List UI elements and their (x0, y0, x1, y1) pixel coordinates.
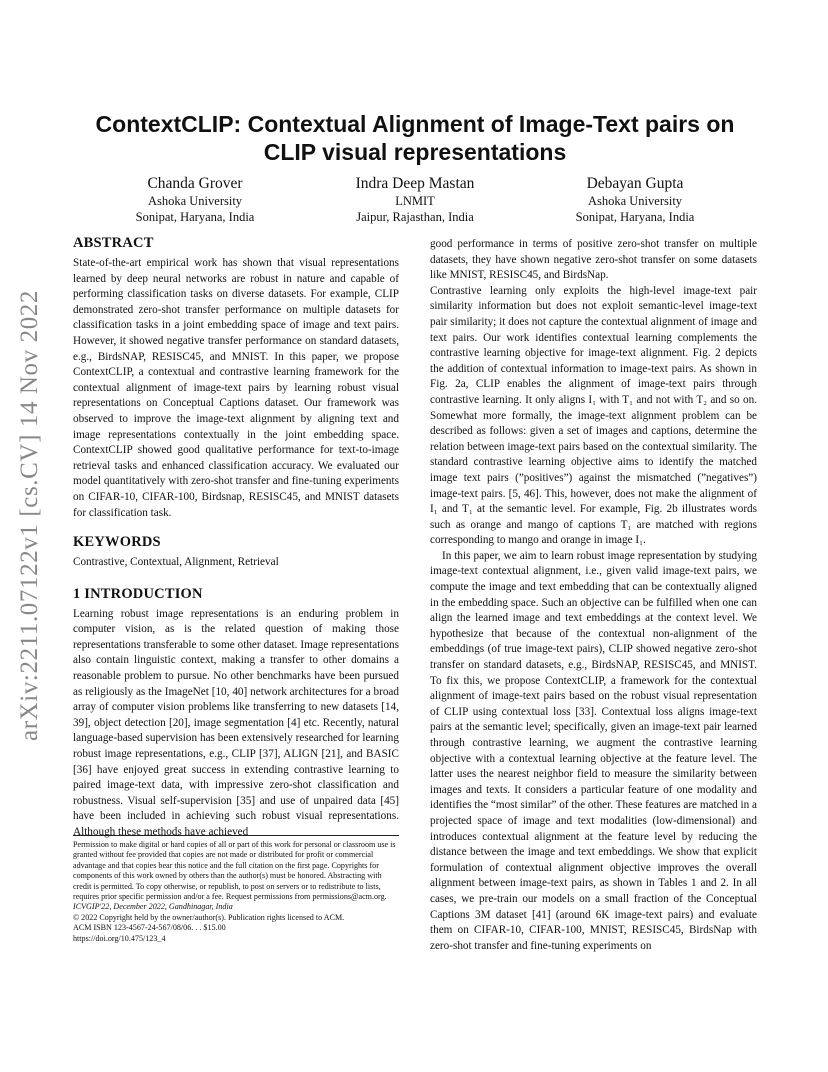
abstract-heading: ABSTRACT (73, 235, 154, 251)
right-column (430, 237, 757, 954)
author-location: Sonipat, Haryana, India (575, 210, 695, 224)
proposal-paragraph: In this paper, we aim to learn robust image representation by studying image-text contextual alignment, i.e., given valid image-text pairs, we compute the image and text embedding that can be contextually aligned in the embedding space. Such an objective can be fulfilled when one can align the learned image and text embeddings at the context level. We hypothesize that because of the contextual non-alignment of the embeddings (of true image-text pairs), CLIP showed negative zero-shot transfer on standard datasets, e.g., BirdsNAP, RESISC45, and MNIST. To fix this, we propose ContextCLIP, a framework for the contextual alignment of image-text pairs based on the robust visual representation of CLIP using contextual loss [33]. Contextual loss aligns image-text pairs at the semantic level; specifically, given an image-text pair learned through contrastive learning, we augment the contrastive learning objective with a contextual learning objective at the feature level. The latter uses the nearest neighbor field to measure the similarity between images and texts. It considers a particular feature of one modality and identifies the “most similar” of the other. These features are matched in a projected space of image and text modalities (low-dimensional) and introduces contextual alignment at the feature level by reducing the distance between the image and text embeddings. We show that explicit formulation of contextual alignment objective improves the overall alignment between image-text pairs, as shown in Tables 1 and 2. In all cases, we pre-train our models on a small fraction of the Conceptual Captions 3M dataset [41] (around 6K image-text pairs) and evaluate them on CIFAR-10, CIFAR-100, MNIST, RESISC45, BirdsNap with zero-shot transfer and fine-tuning experiments on (430, 549, 757, 952)
author-3 (535, 174, 735, 225)
copyright-footnote (73, 840, 399, 944)
author-affiliation: Ashoka University (587, 194, 683, 208)
author-name: Indra Deep Mastan (355, 175, 475, 192)
copyright-line: © 2022 Copyright held by the owner/author(s). Publication rights licensed to ACM. (73, 912, 345, 922)
author-affiliation: Ashoka University (147, 194, 243, 208)
footnote-divider (73, 835, 399, 836)
introduction-heading: 1 INTRODUCTION (73, 585, 203, 602)
left-column (73, 234, 399, 841)
author-location: Sonipat, Haryana, India (135, 210, 255, 224)
author-name: Chanda Grover (147, 175, 243, 192)
author-location: Jaipur, Rajasthan, India (356, 210, 474, 224)
isbn-line: ACM ISBN 123-4567-24-567/08/06. . . $15.00 (73, 923, 226, 933)
contrastive-paragraph: Contrastive learning only exploits the high-level image-text pair similarity information but does not exploit semantic-level image-text pair similarity; it does not capture the contextual alignment of image and text pairs. Our work identifies contextual learning complements the contrastive learning objective for image-text alignment. Fig. 2 depicts the addition of contextual information to image-text pairs. As shown in Fig. 2a, CLIP enables the alignment of image-text pairs through contrastive learning. It only aligns I₁ with T₁ and not with T₂ and so on. Somewhat more formally, the image-text alignment problem can be described as follows: given a set of images and captions, determine the relation between image-text pairs based on the contextual similarity. The standard contrastive learning objective aims to identify the matched image text pairs (”positives”) against the mismatched (”negatives”) image-text pairs. [5, 46]. This, however, does not make the alignment of I₁ and T₁ at the semantic level. For example, Fig. 2b illustrates words such as orange and mango of captions T₁ are matched with regions corresponding to mango and orange in image I₁. (430, 284, 757, 547)
doi-link[interactable]: https://doi.org/10.475/123_4 (73, 933, 166, 943)
author-name: Debayan Gupta (586, 175, 684, 192)
keywords-heading: KEYWORDS (73, 534, 161, 551)
author-block (70, 174, 760, 229)
paper-title: ContextCLIP: Contextual Alignment of Image-Text pairs on CLIP visual representations (95, 111, 735, 165)
keywords-text: Contrastive, Contextual, Alignment, Retrieval (73, 556, 279, 569)
arxiv-identifier: arXiv:2211.07122v1 [cs.CV] 14 Nov 2022 (16, 290, 43, 742)
author-2 (315, 174, 515, 225)
author-affiliation: LNMIT (395, 194, 435, 208)
conference-info: ICVGIP'22, December 2022, Gandhinagar, India (73, 902, 233, 912)
introduction-paragraph: Learning robust image representations is an enduring problem in computer vision, as is the related question of making those representations transferable to some other dataset. Image representations also contain linguistic context, making a transfer to other domains a reasonable problem to pursue. No other benchmarks have been pursued as religiously as the ImageNet [10, 40] network architectures for a broad array of computer vision problems like transferring to new datasets [14, 39], object detection [20], image segmentation [4] etc. Recently, natural language-based supervision has been extensively researched for learning robust image representations, e.g., CLIP [37], ALIGN [21], and BASIC [36] have enjoyed great success in extending contrastive learning to paired image-text data, with impressive zero-shot classification and robustness. Visual self-supervision [35] and use of unpaired data [45] have been included in achieving such robust visual representations. Although these methods have achieved (73, 607, 399, 838)
abstract-text: State-of-the-art empirical work has shown that visual representations learned by deep neural networks are robust in nature and capable of performing classification tasks on diverse datasets. For example, CLIP demonstrated zero-shot transfer performance on multiple datasets for classification tasks in a joint embedding space of image and text pairs. However, it showed negative transfer performance on standard datasets, e.g., BirdsNAP, RESISC45, and MNIST. In this paper, we propose ContextCLIP, a contextual and contrastive learning framework for the contextual alignment of image-text pairs by learning robust visual representations on Conceptual Captions dataset. Our framework was observed to improve the image-text alignment by aligning text and image representations contextually in the joint embedding space. ContextCLIP showed good qualitative performance for text-to-image retrieval tasks and enhanced classification accuracy. We evaluated our model quantitatively with zero-shot transfer and fine-tuning experiments on CIFAR-10, CIFAR-100, Birdsnap, RESISC45, and MNIST datasets for classification task. (73, 257, 399, 519)
continued-paragraph: good performance in terms of positive zero-shot transfer on multiple datasets, they have shown negative zero-shot transfer on some datasets like MNIST, RESISC45, and BirdsNap. (430, 238, 757, 282)
permission-notice: Permission to make digital or hard copies of all or part of this work for personal or classroom use is granted without fee provided that copies are not made or distributed for profit or commercial advantage and that copies bear this notice and the full citation on the first page. Copyrights for components of this work owned by others than the author(s) must be honored. Abstracting with credit is permitted. To copy otherwise, or republish, to post on servers or to redistribute to lists, requires prior specific permission and/or a fee. Request permissions from permissions@acm.org. (73, 840, 396, 902)
author-1 (95, 174, 295, 225)
